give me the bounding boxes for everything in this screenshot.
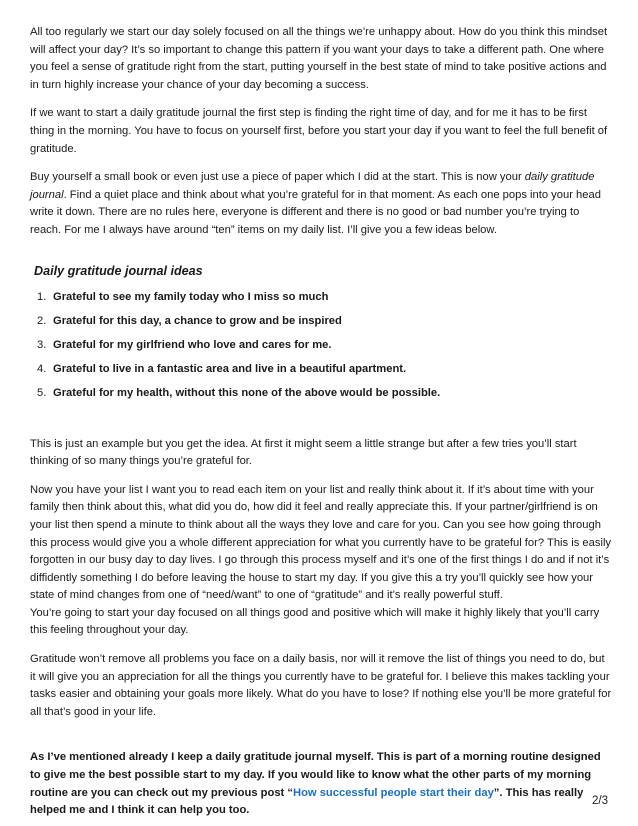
list-item-text: Grateful to live in a fantastic area and live in a beautiful apartment. [53, 362, 407, 375]
paragraph-intro: All too regularly we start our day solely focused on all the things we’re unhappy about. How do you think this mindset will affect your day? It’s so important to change this pattern if you want your days to take a different path. One where you feel a sense of gratitude right from the start, putting yourself in the best state of mind to take positive actions and in turn highly increase your chance of your day becoming a success. [30, 26, 608, 91]
ideas-heading: Daily gratitude journal ideas [34, 263, 203, 278]
list-item-text: Grateful for my girlfriend who love and cares for me. [53, 338, 332, 351]
list-item-number: 5. [37, 386, 47, 399]
page-number: 2/3 [592, 795, 608, 807]
list-item-number: 3. [37, 338, 47, 351]
paragraph-journal-after: . Find a quiet place and think about what you’re grateful for in that moment. As each one pops into your head write it down. There are no rules here, everyone is different and there is no good or bad number you’re trying to reach. For me I always have around “ten” items on my daily list. I’ll give you a few ideas below. [30, 188, 601, 236]
list-item-text: Grateful for this day, a chance to grow and be inspired [53, 314, 342, 327]
list-item-number: 2. [37, 314, 47, 327]
list-item [37, 386, 612, 400]
ideas-list [30, 290, 612, 400]
list-item-text: Grateful to see my family today who I miss so much [53, 290, 329, 303]
paragraph-timing: If we want to start a daily gratitude journal the first step is finding the right time of day, and for me it has to be first thing in the morning. You have to focus on yourself first, before you start your day if you want to feel the full benefit of gratitude. [30, 107, 608, 155]
article-body [30, 24, 612, 820]
paragraph-journal-before: Buy yourself a small book or even just use a piece of paper which I did at the start. This is now your [30, 171, 525, 184]
closing-before: As I’ve mentioned already I keep a daily gratitude journal myself. This is part of a morning routine designed to give me the best possible start to my day. If you would like to know what the other parts of my morning routine are you can check out my previous post “ [30, 751, 601, 799]
paragraph-benefits: Gratitude won’t remove all problems you face on a daily basis, nor will it remove the list of things you need to do, but it will give you an appreciation for all the things you currently have to be grateful for. I believe this makes tackling your tasks easier and obtaining your goals more likely. What do you have to lose? If nothing else you’ll be more grateful for all that’s good in your life. [30, 653, 612, 718]
list-item-number: 1. [37, 290, 47, 303]
paragraph-journal [30, 169, 612, 239]
paragraph-journal-emphasis: daily gratitude journal [30, 171, 595, 201]
paragraph-example: This is just an example but you get the idea. At first it might seem a little strange but after a few tries you’ll start thinking of so many things you’re grateful for. [30, 437, 577, 468]
list-item [37, 362, 612, 376]
closing-after: ”. This has really helped me and I think it can help you too. [30, 786, 584, 817]
list-item-number: 4. [37, 362, 47, 375]
paragraph-closing [30, 749, 612, 819]
list-item [37, 338, 612, 352]
previous-post-link[interactable]: How successful people start their day [292, 786, 494, 799]
list-item [37, 314, 612, 328]
paragraph-reflection: Now you have your list I want you to read each item on your list and really think about it. If it’s about time with your family then think about this, what did you do, how did it feel and really appreciate this. If your partner/girlfriend is on your list then spend a minute to think about all the ways they love and care for you. Can you see how going through this process would give you a whole different appreciation for what you currently have to be grateful for? This is easily forgotten in our busy day to day lives. I go through this process myself and it’s one of the first things I do and if not it’s diffidently something I do before leaving the house to start my day. If you give this a try you’ll quickly see how your state of mind changes from one of “need/want” to one of “gratitude” and it’s really powerful stuff. You’re going to start your day focused on all things good and positive which will make it highly likely that you’ll carry this feeling throughout your day. [30, 483, 612, 637]
list-item [37, 290, 612, 304]
list-item-text: Grateful for my health, without this none of the above would be possible. [53, 386, 441, 399]
section-spacer [30, 410, 612, 436]
